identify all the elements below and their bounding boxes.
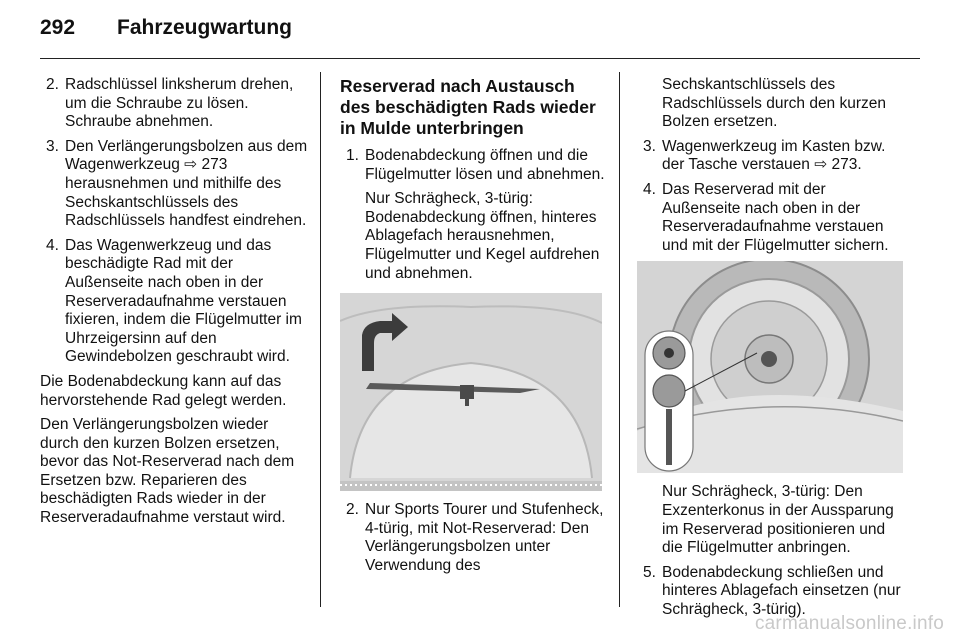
list-item: 5. Bodenabdeckung schließen und hinteres Ablagefach einsetzen (nur Schrägheck, 3-türig). bbox=[643, 563, 901, 618]
step-list-4 bbox=[637, 138, 905, 256]
step-list-2 bbox=[340, 147, 606, 283]
list-item: 3. Den Verlängerungsbolzen aus dem Wagenwerkzeug ⇨ 273 herausnehmen und mithilfe des Sechskantschlüssels des Radschlüssels handfest eindrehen. bbox=[46, 137, 308, 230]
column-2 bbox=[340, 76, 606, 582]
header-rule bbox=[40, 58, 920, 59]
list-item: 4. Das Wagenwerkzeug und das beschädigte Rad mit der Außenseite nach oben in der Reserveradaufnahme verstauen fixieren, indem die Flügelmutter im Uhrzeigersinn auf den Gewindebolzen geschraubt wird. bbox=[46, 236, 302, 366]
watermark: carmanualsonline.info bbox=[754, 613, 944, 634]
step-list-5 bbox=[637, 564, 905, 620]
step-list-3 bbox=[340, 501, 606, 575]
column-divider-1 bbox=[320, 72, 321, 607]
sub-note: Nur Schrägheck, 3-türig: Den Exzenterkonus in der Aussparung im Reserverad positionieren und die Flügelmutter anbringen. bbox=[662, 483, 894, 557]
sub-note: Nur Schrägheck, 3-türig: Bodenabdeckung öffnen, hinteres Ablagefach herausnehmen, Flügelmutter und Kegel aufdrehen und abnehmen. bbox=[365, 190, 600, 282]
floor-cover-illustration bbox=[340, 293, 602, 491]
list-item: 4. Das Reserverad mit der Außenseite nach oben in der Reserveradaufnahme verstauen und mit der Flügelmutter sichern. bbox=[643, 180, 889, 254]
column-1 bbox=[40, 76, 308, 534]
floor-cover-drawing bbox=[340, 293, 602, 491]
page-title: Fahrzeugwartung bbox=[117, 16, 293, 39]
spare-wheel-illustration bbox=[637, 261, 903, 473]
paragraph: Die Bodenabdeckung kann auf das hervorstehende Rad gelegt werden. bbox=[40, 372, 287, 409]
step-list-1 bbox=[40, 76, 308, 367]
section-heading: Reserverad nach Austausch des beschädigten Rads wieder in Mulde unterbringen bbox=[340, 76, 596, 138]
list-item: 2. Radschlüssel linksherum drehen, um die Schraube zu lösen. Schraube abnehmen. bbox=[46, 76, 294, 131]
list-item: 2. Nur Sports Tourer und Stufenheck, 4-türig, mit Not-Reserverad: Den Verlängerungsbolzen unter Verwendung des bbox=[346, 501, 604, 574]
page-number: 292 bbox=[40, 16, 76, 39]
paragraph: Sechskantschlüssels des Radschlüssels durch den kurzen Bolzen ersetzen. bbox=[662, 76, 887, 131]
page-header bbox=[40, 10, 920, 50]
spare-wheel-drawing bbox=[637, 261, 903, 473]
list-item: 3. Wagenwerkzeug im Kasten bzw. der Tasche verstauen ⇨ 273. bbox=[643, 137, 886, 174]
list-item: 1. Bodenabdeckung öffnen und die Flügelmutter lösen und abnehmen. Nur Schrägheck, 3-türig: Bodenabdeckung öffnen, hinteres Ablagefach herausnehmen, Flügelmutter und Kegel aufdrehen und abnehmen. bbox=[346, 147, 605, 282]
column-divider-2 bbox=[619, 72, 620, 607]
column-3 bbox=[637, 76, 905, 626]
paragraph: Den Verlängerungsbolzen wieder durch den kurzen Bolzen ersetzen, bevor das Not-Reserverad nach dem Ersetzen bzw. Reparieren des beschädigten Rads wieder in der Reserveradaufnahme verstaut wird. bbox=[40, 416, 295, 527]
